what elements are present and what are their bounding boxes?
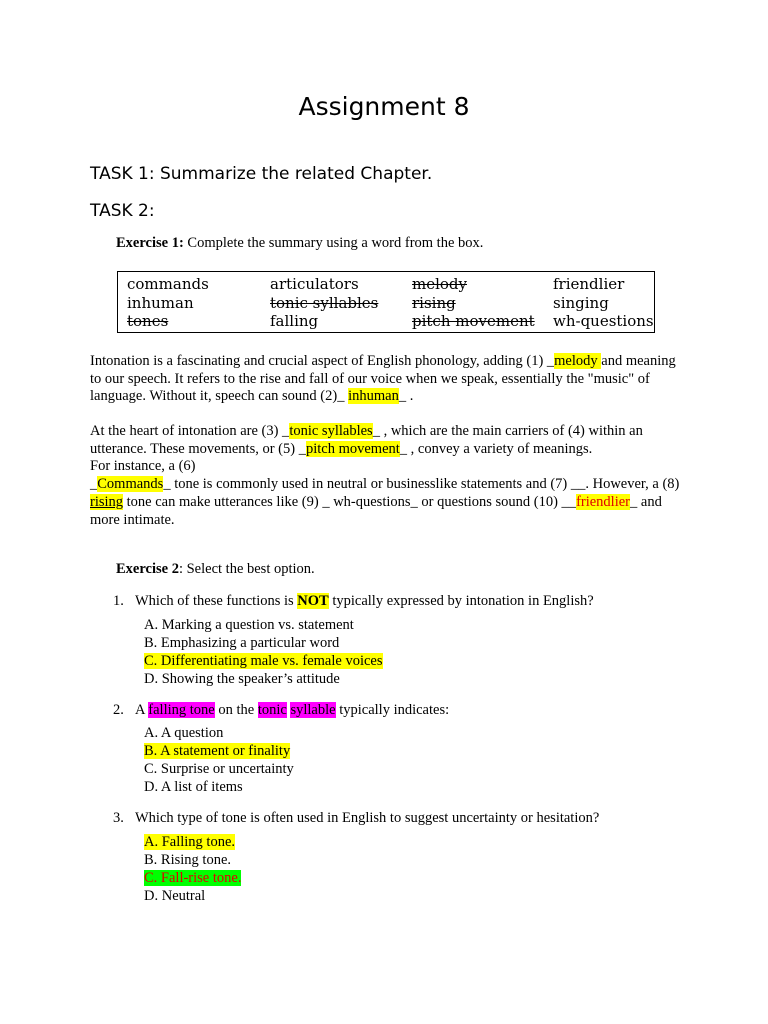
option-text: A. A question [144, 725, 224, 741]
option-text: B. Rising tone. [144, 852, 232, 868]
text-run: Which of these functions is [135, 593, 298, 609]
marked-option-text: C. Fall-rise tone. [144, 870, 242, 886]
text-run: For instance, a (6) [90, 458, 196, 475]
highlight-syllable: syllable [290, 702, 336, 718]
option-text: D. Neutral [144, 888, 206, 904]
selected-option-text: B. A statement or finality [144, 743, 291, 759]
highlight-falling-tone: falling tone [148, 702, 215, 718]
option [144, 833, 241, 851]
option [144, 634, 383, 652]
exercise1-instruction: Complete the summary using a word from the box. [183, 235, 484, 251]
word-cell: friendlier [553, 275, 625, 293]
question-number: 2. [113, 702, 124, 718]
word-cell: articulators [270, 275, 359, 293]
word-box-row [118, 272, 655, 294]
word-cell: tones [127, 312, 169, 330]
option [144, 760, 294, 778]
selected-option-text: A. Falling tone. [144, 834, 236, 850]
text-run: on the [214, 702, 258, 718]
option-text: D. A list of items [144, 779, 243, 795]
summary-paragraph-1 [90, 353, 690, 406]
question-3-options [144, 833, 241, 905]
option [144, 851, 241, 869]
text-run: _ . [398, 388, 414, 405]
option [144, 616, 383, 634]
text-run: _ and more intimate. [90, 493, 662, 528]
option-text: D. Showing the speaker’s attitude [144, 671, 340, 687]
option [144, 670, 383, 688]
task1-heading: TASK 1: Summarize the related Chapter. [90, 164, 433, 184]
highlight-tonic: tonic [257, 702, 287, 718]
answer-1: melody [554, 353, 602, 369]
text-run: _ [90, 476, 98, 493]
word-box-row [118, 294, 655, 313]
word-cell: rising [412, 293, 456, 312]
page-title: Assignment 8 [298, 92, 470, 121]
text-run: _ , convey a variety of meanings. [399, 440, 593, 457]
question-2 [113, 701, 449, 719]
word-cell: tonic syllables [270, 293, 379, 312]
word-cell: singing [553, 293, 609, 312]
question-number: 1. [113, 593, 124, 609]
option [144, 869, 241, 887]
exercise2-instruction: : Select the best option. [178, 561, 315, 577]
answer-5: pitch movement [305, 440, 400, 457]
text-run: typically expressed by intonation in English? [328, 593, 594, 609]
word-cell: falling [270, 312, 319, 330]
option-text: B. Emphasizing a particular word [144, 635, 340, 651]
emphasis-not: NOT [297, 593, 329, 609]
answer-6: Commands [97, 476, 164, 493]
text-run: _ tone is commonly used in neutral or businesslike statements and (7) __. However, a (8) [163, 476, 680, 493]
word-cell: melody [412, 275, 468, 293]
option-text: A. Marking a question vs. statement [144, 617, 354, 633]
word-cell: commands [127, 275, 209, 293]
text-run: Which type of tone is often used in English to suggest uncertainty or hesitation? [135, 810, 600, 826]
option [144, 742, 294, 760]
word-cell: inhuman [127, 293, 194, 312]
text-run: Intonation is a fascinating and crucial aspect of English phonology, adding (1) _ [90, 353, 555, 369]
answer-3: tonic syllables [289, 423, 373, 439]
text-run: typically indicates: [335, 702, 450, 718]
word-box [117, 271, 655, 333]
word-cell: pitch movement [412, 312, 535, 330]
exercise1-label: Exercise 1: [116, 235, 184, 251]
answer-8: rising [90, 493, 124, 510]
option [144, 724, 294, 742]
answer-10: friendlier [576, 493, 631, 510]
selected-option-text: C. Differentiating male vs. female voices [144, 653, 383, 669]
text-run: A [135, 702, 149, 718]
summary-paragraph-2 [90, 423, 690, 529]
option [144, 887, 241, 905]
question-number: 3. [113, 810, 124, 826]
question-2-options [144, 724, 294, 796]
option [144, 778, 294, 796]
exercise2-line [90, 561, 315, 578]
question-1-options [144, 616, 383, 688]
exercise2-label: Exercise 2 [116, 561, 179, 577]
text-run: and meaning to our speech. It refers to the rise and fall of our voice when we speak, essentially the "music" of language. Without it, speech can sound (2)_ [90, 353, 676, 405]
word-box-row [118, 312, 655, 332]
answer-2: inhuman [348, 388, 399, 405]
option-text: C. Surprise or uncertainty [144, 761, 294, 777]
option [144, 652, 383, 670]
exercise1-line [90, 235, 483, 252]
word-cell: wh-questions [553, 312, 654, 330]
task2-heading: TASK 2: [90, 201, 155, 221]
text-run: tone can make utterances like (9) _ wh-questions_ or questions sound (10) __ [123, 493, 577, 510]
text-run: _ , which are the main carriers of (4) within an utterance. These movements, or (5) _ [90, 423, 643, 457]
question-3 [113, 809, 599, 827]
question-1 [113, 592, 594, 610]
text-run: At the heart of intonation are (3) _ [90, 423, 290, 439]
